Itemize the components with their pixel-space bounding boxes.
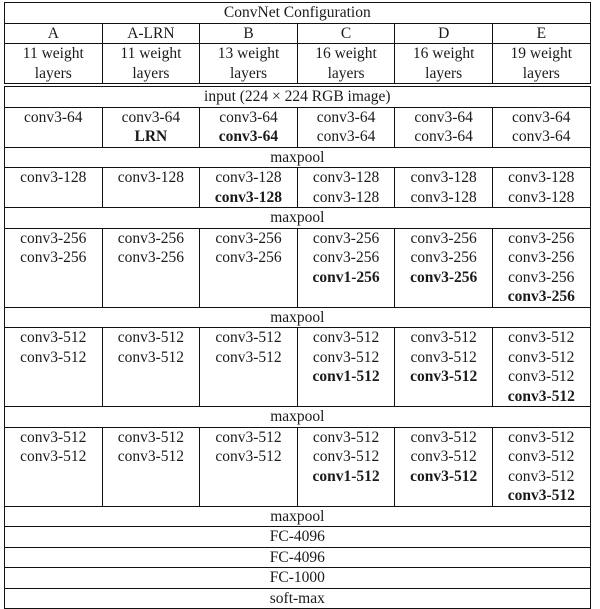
layer-label: conv3-512	[508, 368, 575, 385]
conv-cell-a	[5, 328, 103, 407]
fc-layer: FC-4096	[5, 547, 591, 568]
convnet-configuration-table	[4, 2, 591, 609]
layer-label: conv3-64	[24, 108, 83, 126]
layer-label: conv3-256	[20, 229, 87, 247]
input-row	[5, 85, 591, 107]
conv-cell-d	[395, 427, 493, 506]
conv-block-row	[5, 328, 591, 407]
layer-label: conv3-512	[215, 329, 282, 346]
layer-label: conv3-128	[410, 169, 477, 186]
layer-label: conv3-256	[508, 229, 575, 247]
layer-label: conv3-512	[508, 448, 575, 465]
layer-label: conv3-512	[312, 428, 380, 446]
layer-label: conv3-256	[117, 249, 185, 266]
input-layer: input (224 × 224 RGB image)	[5, 85, 591, 107]
layer-label: conv3-512	[410, 329, 477, 346]
layer-label: conv1-512	[312, 368, 380, 385]
layer-label: conv3-256	[312, 229, 380, 247]
maxpool-row	[5, 208, 591, 229]
layer-label: conv3-512	[117, 448, 185, 465]
column-depth-b: 13 weight layers	[200, 44, 298, 86]
layer-label: conv3-512	[215, 428, 282, 446]
fc-layer: FC-1000	[5, 568, 591, 589]
column-name-d: D	[395, 23, 493, 44]
maxpool-layer: maxpool	[5, 307, 591, 328]
maxpool-row	[5, 147, 591, 168]
conv-cell-a	[5, 427, 103, 506]
layer-label: conv3-512	[507, 387, 575, 405]
layer-label: conv3-128	[117, 169, 185, 186]
conv-cell-e	[492, 168, 590, 208]
layer-label: conv3-64	[414, 128, 473, 145]
conv-cell-a-lrn	[102, 328, 200, 407]
classifier-row	[5, 547, 591, 568]
layer-label: conv3-128	[312, 169, 380, 186]
layer-label: conv3-512	[410, 368, 478, 385]
conv-cell-b	[200, 228, 298, 307]
layer-label: conv3-512	[20, 348, 87, 366]
maxpool-layer: maxpool	[5, 147, 591, 168]
column-name-a-lrn: A-LRN	[102, 23, 200, 44]
maxpool-row	[5, 407, 591, 428]
conv-cell-a	[5, 168, 103, 208]
conv-cell-a-lrn	[102, 427, 200, 506]
layer-label: conv3-512	[20, 329, 87, 346]
layer-label: conv3-64	[512, 108, 571, 126]
layer-label: conv3-512	[508, 428, 575, 446]
conv-cell-c	[297, 107, 395, 147]
layer-label: conv3-512	[508, 348, 575, 366]
layer-label: conv3-256	[312, 249, 380, 266]
layer-label: conv1-256	[312, 268, 380, 286]
maxpool-layer: maxpool	[5, 208, 591, 229]
layer-label: conv3-256	[410, 249, 477, 266]
column-depth-c: 16 weight layers	[297, 44, 395, 86]
classifier-row	[5, 588, 591, 609]
layer-label: conv3-512	[410, 348, 477, 366]
maxpool-layer: maxpool	[5, 506, 591, 527]
column-depth-e: 19 weight layers	[492, 44, 590, 86]
layer-label: conv3-512	[117, 329, 185, 346]
conv-cell-a-lrn	[102, 168, 200, 208]
layer-label: conv3-128	[312, 188, 380, 206]
conv-cell-a	[5, 228, 103, 307]
conv-cell-c	[297, 328, 395, 407]
conv-cell-b	[200, 107, 298, 147]
classifier-row	[5, 527, 591, 548]
layer-label: conv3-512	[410, 467, 478, 485]
conv-cell-b	[200, 427, 298, 506]
layer-label: conv1-512	[312, 467, 380, 485]
layer-label: conv3-512	[215, 448, 282, 465]
conv-cell-c	[297, 228, 395, 307]
fc-layer: FC-4096	[5, 527, 591, 548]
layer-label: conv3-256	[410, 229, 477, 247]
conv-cell-d	[395, 107, 493, 147]
conv-cell-d	[395, 328, 493, 407]
maxpool-row	[5, 307, 591, 328]
layer-label: conv3-512	[20, 428, 87, 446]
layer-label: conv3-128	[410, 188, 477, 206]
title-row	[5, 3, 591, 24]
layer-label: conv3-64	[316, 128, 376, 145]
conv-cell-a	[5, 107, 103, 147]
conv-cell-b	[200, 328, 298, 407]
layer-label: LRN	[134, 128, 168, 145]
table-title: ConvNet Configuration	[5, 3, 591, 24]
layer-label: conv3-64	[218, 128, 279, 145]
layer-label: conv3-64	[121, 108, 181, 126]
layer-label: conv3-64	[316, 108, 376, 126]
conv-cell-e	[492, 107, 590, 147]
layer-label: conv3-64	[219, 108, 278, 126]
layer-label: conv3-512	[312, 329, 380, 346]
layer-label: conv3-512	[410, 448, 477, 465]
layer-label: conv3-512	[508, 329, 575, 346]
layer-label: conv3-256	[508, 249, 575, 266]
maxpool-row	[5, 506, 591, 527]
conv-cell-e	[492, 427, 590, 506]
column-name-row	[5, 23, 591, 44]
layer-label: conv3-256	[215, 249, 282, 266]
layer-label: conv3-128	[20, 169, 87, 186]
column-name-c: C	[297, 23, 395, 44]
conv-block-row	[5, 427, 591, 506]
maxpool-layer: maxpool	[5, 407, 591, 428]
conv-cell-d	[395, 168, 493, 208]
softmax-layer: soft-max	[5, 588, 591, 609]
layer-label: conv3-64	[414, 108, 473, 126]
conv-cell-b	[200, 168, 298, 208]
column-name-e: E	[492, 23, 590, 44]
layer-label: conv3-128	[214, 188, 283, 206]
column-name-a: A	[5, 23, 103, 44]
layer-label: conv3-64	[512, 128, 571, 145]
conv-cell-a-lrn	[102, 107, 200, 147]
conv-cell-a-lrn	[102, 228, 200, 307]
column-depth-a-lrn: 11 weight layers	[102, 44, 200, 86]
layer-label: conv3-128	[508, 169, 575, 186]
column-depth-row	[5, 44, 591, 86]
layer-label: conv3-256	[410, 268, 478, 286]
layer-label: conv3-512	[215, 348, 282, 366]
conv-cell-d	[395, 228, 493, 307]
layer-label: conv3-512	[410, 428, 477, 446]
column-depth-a: 11 weight layers	[5, 44, 103, 86]
conv-cell-c	[297, 427, 395, 506]
classifier-row	[5, 568, 591, 589]
conv-cell-e	[492, 328, 590, 407]
column-name-b: B	[200, 23, 298, 44]
column-depth-d: 16 weight layers	[395, 44, 493, 86]
layer-label: conv3-512	[312, 448, 380, 465]
layer-label: conv3-256	[117, 229, 185, 247]
layer-label: conv3-128	[508, 188, 575, 206]
conv-block-row	[5, 107, 591, 147]
conv-cell-c	[297, 168, 395, 208]
conv-block-row	[5, 228, 591, 307]
layer-label: conv3-128	[215, 169, 282, 186]
layer-label: conv3-256	[508, 268, 575, 286]
layer-label: conv3-512	[312, 348, 380, 366]
conv-cell-e	[492, 228, 590, 307]
layer-label: conv3-512	[117, 428, 185, 446]
layer-label: conv3-512	[508, 467, 575, 485]
layer-label: conv3-256	[20, 249, 87, 266]
layer-label: conv3-512	[507, 487, 575, 504]
conv-block-row	[5, 168, 591, 208]
layer-label: conv3-256	[507, 288, 575, 305]
layer-label: conv3-512	[117, 348, 185, 366]
layer-label: conv3-256	[215, 229, 282, 247]
layer-label: conv3-512	[20, 448, 87, 465]
